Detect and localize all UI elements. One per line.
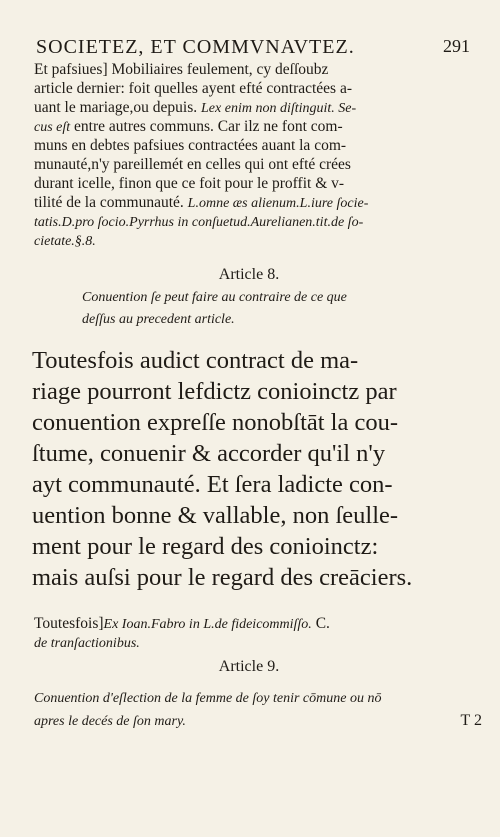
article-8-summary-line: Conuention ſe peut faire au contraire de ce que [82,290,347,305]
note-line: durant icelle, finon que ce foit pour le proffit & v- [34,175,345,192]
note-line: munauté,n'y pareillemét en celles qui ont efté crées [34,156,351,173]
main-text-line: ſtume, conuenir & accorder qu'il n'y [32,440,386,467]
note-line: uant le mariage,ou depuis. Lex enim non diſtinguit. Se- [34,99,357,116]
article-9-heading: Article 9. [218,658,280,675]
note-line: Et pafsiues] Mobiliaires feulement, cy deſſoubz [34,61,329,78]
main-text-line: Toutesfois audict contract de ma- [32,347,359,374]
note-line: tatis.D.pro ſocio.Pyrrhus in conſuetud.Aurelianen.tit.de ſo- [34,215,364,230]
running-head [36,36,470,58]
note-2-line: de tranſactionibus. [34,636,140,651]
article-9-summary-line: Conuention d'eſlection de la femme de ſoy tenir cōmune ou nō [34,691,382,706]
main-text-line: uention bonne & vallable, non ſeulle- [32,502,399,529]
note-2-line: Toutesfois]Ex Ioan.Fabro in L.de fideicommiſſo. C. [34,615,330,632]
note-line: muns en debtes pafsiues contractées auant la com- [34,137,347,154]
main-text-line: ment pour le regard des conioinctz: [32,533,379,560]
note-line: cietate.§.8. [34,234,96,249]
main-text-line: ayt communauté. Et ſera ladicte con- [32,471,393,498]
note-line: tilité de la communauté. L.omne æs alienum.L.iure ſocie- [34,194,369,211]
article-9-summary-line: apres le decés de ſon mary. [34,714,186,729]
main-text-line: mais auſsi pour le regard des creāciers. [32,564,413,591]
article-8-summary-line: deſſus au precedent article. [82,312,235,327]
note-line: cus eſt entre autres communs. Car ilz ne font com- [34,118,343,135]
article-8-heading: Article 8. [218,266,280,283]
main-text-line: conuention expreſſe nonobſtāt la cou- [32,409,399,436]
running-head-title: SOCIETEZ, ET COMMVNAVTEZ. [36,36,355,58]
note-line: article dernier: foit quelles ayent efté contractées a- [34,80,353,97]
signature-mark: T 2 [460,712,482,729]
main-text-line: riage pourront lefdictz conioinctz par [32,378,397,405]
page-number: 291 [443,36,470,56]
